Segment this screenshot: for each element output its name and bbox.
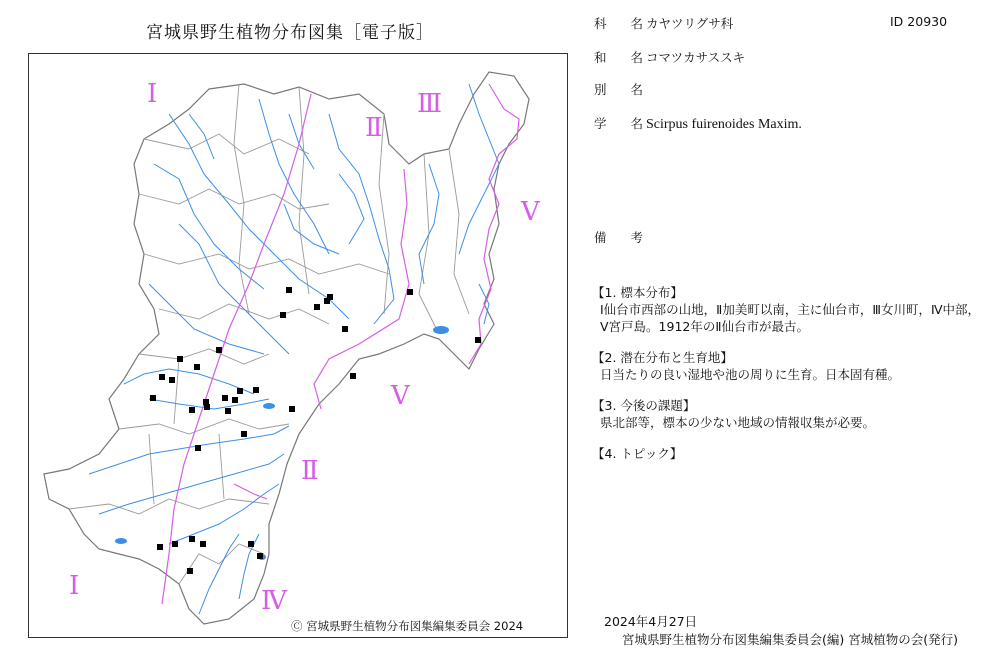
section-potential-habitat	[592, 349, 982, 383]
specimen-marker	[150, 395, 156, 401]
specimen-marker	[195, 445, 201, 451]
japanese-name-label: 和 名	[594, 50, 653, 65]
specimen-marker	[475, 337, 481, 343]
specimen-marker	[248, 541, 254, 547]
specimen-marker	[222, 395, 228, 401]
specimen-marker	[159, 374, 165, 380]
specimen-marker	[187, 568, 193, 574]
specimen-marker	[286, 287, 292, 293]
specimen-marker	[169, 377, 175, 383]
specimen-marker	[225, 408, 231, 414]
specimen-marker	[232, 397, 238, 403]
scientific-name-label: 学 名	[594, 116, 653, 131]
zone-label-3: Ⅲ	[417, 89, 443, 118]
section-specimen-distribution	[592, 284, 982, 335]
specimen-marker	[177, 356, 183, 362]
specimen-marker	[189, 536, 195, 542]
family-label: 科 名	[594, 16, 653, 31]
specimen-marker	[241, 431, 247, 437]
section-body: 県北部等，標本の少ない地域の情報収集が必要。	[600, 415, 876, 430]
copyright-notice: Ⓒ 宮城県野生植物分布図集編集委員会 2024	[291, 619, 524, 633]
section-body: Ⅰ仙台市西部の山地，Ⅱ加美町以南，主に仙台市，Ⅲ女川町，Ⅳ中部，Ⅴ宮戸島。1912年のⅡ仙台市が最古。	[600, 302, 980, 334]
notes-sections	[592, 284, 982, 476]
japanese-name-value: コマツカサススキ	[645, 50, 746, 65]
remarks-label: 備 考	[594, 230, 653, 245]
zone-label-5-south: Ⅴ	[391, 381, 410, 410]
specimen-marker	[342, 326, 348, 332]
section-heading: 【3. 今後の課題】	[592, 398, 696, 413]
atlas-title: 宮城県野生植物分布図集［電子版］	[146, 23, 434, 43]
family-value: カヤツリグサ科	[645, 16, 734, 31]
specimen-marker	[314, 304, 320, 310]
specimen-marker	[327, 294, 333, 300]
record-id: ID 20930	[890, 14, 948, 29]
specimen-marker	[280, 312, 286, 318]
scientific-name-value: Scirpus fuirenoides Maxim.	[645, 117, 802, 132]
specimen-marker	[204, 404, 210, 410]
section-heading: 【4. トピック】	[592, 446, 683, 461]
specimen-marker	[200, 541, 206, 547]
specimen-marker	[189, 407, 195, 413]
zone-label-5-east: Ⅴ	[521, 197, 540, 226]
section-topics	[592, 445, 982, 462]
distribution-map	[28, 53, 568, 638]
specimen-marker	[216, 347, 222, 353]
section-heading: 【2. 潜在分布と生育地】	[592, 350, 733, 365]
specimen-marker	[350, 373, 356, 379]
map-canvas	[29, 54, 569, 639]
zone-label-1-south: Ⅰ	[69, 571, 80, 600]
section-future-tasks	[592, 397, 982, 431]
japanese-name-row	[594, 48, 745, 66]
specimen-marker	[157, 544, 163, 550]
zone-label-2-north: Ⅱ	[365, 113, 383, 142]
specimen-marker	[194, 364, 200, 370]
zone-label-1-north: Ⅰ	[147, 79, 158, 108]
specimen-marker	[257, 553, 263, 559]
zone-label-4: Ⅳ	[261, 586, 287, 615]
specimen-marker	[253, 387, 259, 393]
publication-date: 2024年4月27日	[604, 614, 698, 629]
section-body: 日当たりの良い湿地や池の周りに生育。日本固有種。	[600, 367, 901, 382]
zone-label-2-south: Ⅱ	[301, 456, 319, 485]
alias-row	[594, 80, 653, 98]
section-heading: 【1. 標本分布】	[592, 285, 683, 300]
family-row	[594, 14, 733, 32]
alias-label: 別 名	[594, 82, 653, 97]
specimen-marker	[237, 388, 243, 394]
publisher-line: 宮城県野生植物分布図集編集委員会(編) 宮城植物の会(発行)	[622, 632, 958, 647]
scientific-name-row	[594, 114, 802, 133]
specimen-marker	[289, 406, 295, 412]
specimen-marker	[172, 541, 178, 547]
remarks-row	[594, 228, 653, 246]
specimen-marker	[407, 289, 413, 295]
